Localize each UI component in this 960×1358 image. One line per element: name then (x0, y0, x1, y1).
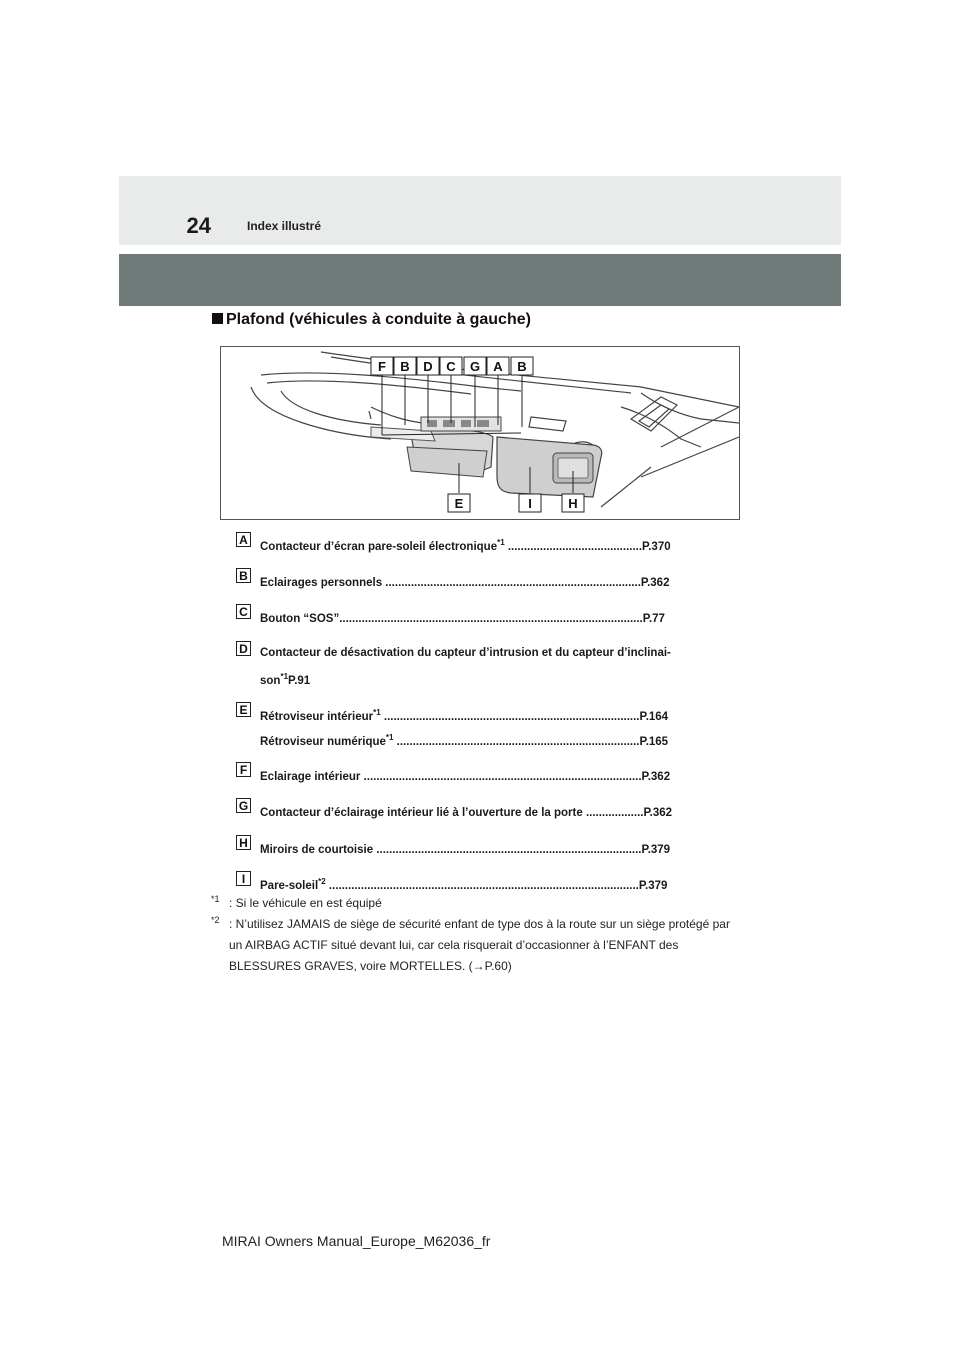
footnote-text: : Si le véhicule en est équipé (229, 896, 382, 910)
entry-text-line2: son$^{*1}$P.91 (260, 672, 311, 687)
page-number: 24 (186, 213, 211, 238)
callout-a: A (493, 359, 503, 374)
footnote-text: : N’utilisez JAMAIS de siège de sécurité enfant de type dos à la route sur un siège protégé par un AIRBAG ACTIF situé devant lui, car cela risquerait d’occasionner à l’ENFANT des BLESSURES GRAVES, voire MORTELLES. (→P.60) (229, 917, 730, 973)
ceiling-drawing (221, 347, 739, 519)
entry-letter: H (236, 835, 251, 850)
ceiling-illustration (220, 346, 740, 520)
entry-text: Rétroviseur intérieur$^{*1}$ ................................................................................P.164 (260, 708, 669, 723)
callout-g: G (469, 359, 481, 374)
page-footer: MIRAI Owners Manual_Europe_M62036_fr (222, 1233, 491, 1249)
entry-text: Pare-soleil$^{*2}$ .................................................................................................P.379 (260, 877, 668, 892)
entry-letter: I (236, 871, 251, 886)
entry-text: Contacteur d’écran pare-soleil électronique$^{*1}$ ..........................................P.370 (260, 538, 671, 553)
callout-b-2: B (517, 359, 527, 374)
callout-e: E (454, 496, 464, 511)
entry-letter: C (236, 604, 251, 619)
entry-letter: G (236, 798, 251, 813)
section-title (212, 311, 531, 329)
page-ref: P.91 (288, 674, 311, 687)
page-ref: P.362 (641, 770, 671, 783)
entry-text: Eclairages personnels ................................................................................P.362 (260, 576, 670, 589)
footnote-2 (211, 914, 746, 977)
page-ref: P.379 (638, 879, 668, 892)
footnote-1 (211, 893, 746, 914)
page-header (119, 176, 841, 245)
page-ref: P.164 (639, 710, 669, 723)
page-ref: P.165 (639, 735, 669, 748)
entry-letter: F (236, 762, 251, 777)
entry-letter: A (236, 532, 251, 547)
square-bullet-icon (212, 313, 223, 324)
header-title: Index illustré (247, 219, 322, 233)
callout-f: F (378, 359, 386, 374)
entry-text: Miroirs de courtoisie ...................................................................................P.379 (260, 843, 671, 856)
entry-text: Contacteur d’éclairage intérieur lié à l’ouverture de la porte ..................P.362 (260, 806, 673, 819)
footnote-mark: *2 (211, 915, 220, 925)
page-ref: P.379 (641, 843, 671, 856)
entry-letter: D (236, 641, 251, 656)
callout-c: C (446, 359, 456, 374)
footnotes (211, 893, 746, 977)
page-ref: P.362 (643, 806, 673, 819)
callout-d: D (423, 359, 433, 374)
entry-letter: E (236, 702, 251, 717)
footnote-mark: *1 (211, 894, 220, 904)
page-ref: P.370 (642, 540, 671, 553)
page-ref: P.77 (642, 612, 665, 625)
entry-text: Bouton “SOS”...............................................................................................P.77 (260, 612, 665, 625)
callout-b: B (400, 359, 410, 374)
entry-text: Eclairage intérieur .......................................................................................P.362 (260, 770, 671, 783)
callout-h: H (568, 496, 578, 511)
callout-i: I (528, 496, 532, 511)
entry-text-line2: Rétroviseur numérique$^{*1}$ ............................................................................P.165 (260, 733, 669, 748)
entry-text: Contacteur de désactivation du capteur d’intrusion et du capteur d’inclinai- (260, 647, 671, 659)
section-banner (119, 254, 841, 306)
section-title-text: Plafond (véhicules à conduite à gauche) (226, 311, 531, 328)
page-ref: P.362 (640, 576, 670, 589)
entry-letter: B (236, 568, 251, 583)
